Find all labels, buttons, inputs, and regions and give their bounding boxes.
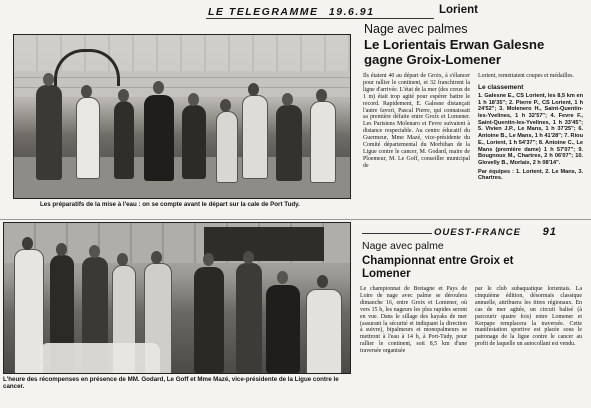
photo-swimmers-port-tudy <box>13 34 351 199</box>
masthead-telegramme <box>208 6 374 18</box>
article-1-col2-text: Lorient, remettaient coupes et médailles. <box>478 73 574 79</box>
masthead-ouest-france <box>434 226 557 238</box>
article-1-col2 <box>478 73 583 182</box>
photo-caption-1: Les préparatifs de la mise à l'eau : on se compte avant le départ sur la cale de Port Tudy. <box>40 201 300 208</box>
masthead-date: 19.6.91 <box>328 6 375 18</box>
city-label: Lorient <box>439 4 478 16</box>
headline-2: Championnat entre Groix et Lomener <box>362 255 514 280</box>
article-2-col1: Le championnat de Bretagne et Pays de Loire de nage avec palme se déroulera dimanche 16, entre Groix et Lomener, où vers 15 h, les nageurs les plus rapides seront en vue. Dans le sillage des kayaks de mer (assurant la sécurité et indiquant la direction à suivre), bipalmeurs et monopalmeurs se mettront à l'eau à 14 h, à Port-Tudy, pour rallier le continent, soit 8,5 km d'une traversée organisée <box>360 286 467 355</box>
article-2-col2: par le club subaquatique lorientais. La cinquième édition, désormais classique annuelle, attribuera les titres régionaux. En cas de mer agitée, un circuit balisé (à parcourir quatre fois) entre Lomener et Kerpape remplacera la traversée. Cette manifestation sportive est placée sous le patronage de la ligue contre le cancer au profit de laquelle un autocollant est vendu. <box>475 286 582 348</box>
masthead-rule <box>206 18 434 19</box>
masthead-title-2: OUEST-FRANCE <box>434 227 521 238</box>
photo-caption-2: L'heure des récompenses en présence de MM. Godard, Le Goff et Mme Mazé, vice-présidente de la Ligue contre le cancer. <box>3 376 339 391</box>
masthead-rule-2 <box>362 233 432 234</box>
ranking-teams: Par équipes : 1. Lorient, 2. Le Mans, 3. Chartres. <box>478 168 583 182</box>
headline-1: Le Lorientais Erwan Galesne gagne Groix-Lomener <box>364 37 545 67</box>
masthead-title: LE TELEGRAMME <box>208 6 319 18</box>
clip-ouest-france <box>0 220 591 408</box>
masthead-page: 91 <box>542 226 557 238</box>
ranking-list: 1. Galesne E., CS Lorient, les 8,5 km en 1 h 18'35"; 2. Pierre P., CS Lorient, 1 h 24'52"; 3. Molenero H., Saint-Quentin-les-Yvelines, 1 h 32'57"; 4. Fevre F., Saint-Quentin-les-Yvelines, 1 h 33'45"; 5. Vivien J.P., Le Mans, 1 h 37'25"; 6. Antoine B., Le Mans, 1 h 41'28"; 7. Riou E., Lorient, 1 h 54'37"; 8. Antoine C., Le Mans (première dame) 1 h 57'07"; 9. Bougnoux M., Chartres, 2 h 06'07"; 10. Glovelly B., Morlaix, 2 h 08'14". <box>478 92 583 166</box>
photo-awards-ceremony <box>3 222 351 374</box>
kicker-2: Nage avec palme <box>362 240 444 252</box>
kicker-1: Nage avec palmes <box>364 22 468 36</box>
ranking-title: Le classement <box>478 83 524 91</box>
article-1-col1: Ils étaient 40 au départ de Groix, à s'élancer pour rallier le continent, et 32 franchirent la ligne d'arrivée. L'état de la mer (des creux de 1 m) était trop agité pour espérer battre le record. Rapidement, E. Galesne distançait l'autre favori, Pascal Pierre, qui connaissait sa première défaite entre Groix et Lomener. Les Parisiens Molenaro et Fevre suivaient à distance respectable. Au centre éducatif du Guermeur, Mme Mazé, vice-présidente du Comité départemental du Morbihan de la Ligue contre le cancer, M. Godard, maire de Ploemeur, M. Le Goff, conseiller municipal de <box>363 73 470 169</box>
